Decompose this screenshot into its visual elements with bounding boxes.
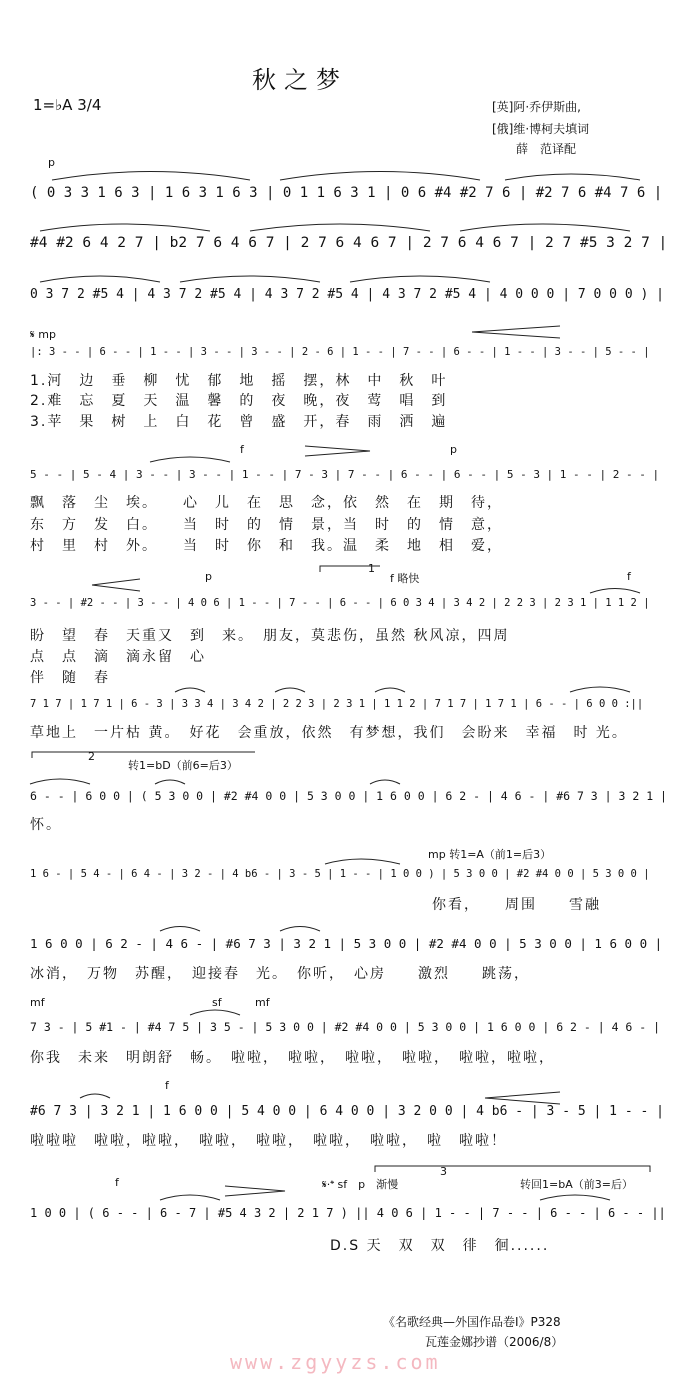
modulation-mark: mp 转1=A（前1=后3）: [428, 848, 552, 861]
dynamic-p: p: [205, 570, 212, 583]
watermark: www.zgyyzs.com: [230, 1350, 441, 1374]
lyric-line: 冰消， 万物 苏醒， 迎接春 光。 你听， 心房 激烈 跳荡，: [30, 966, 530, 982]
notation-line: 0 3 7 2 #5 4 | 4 3 7 2 #5 4 | 4 3 7 2 #5 4 | 4 3 7 2 #5 4 | 4 0 0 0 | 7 0 0 0 ) |: [30, 287, 664, 302]
notation-line: 7 3 - | 5 #1 - | #4 7 5 | 3 5 - | 5 3 0 0 | #2 #4 0 0 | 5 3 0 0 | 1 6 0 0 | 6 2 - | 4 6 - |: [30, 1020, 661, 1034]
lyric-line: 东 方 发 白。 当 时 的 情 景，当 时 的 情 意，: [30, 517, 503, 533]
notation-line: 1 6 0 0 | 6 2 - | 4 6 - | #6 7 3 | 3 2 1 | 5 3 0 0 | #2 #4 0 0 | 5 3 0 0 | 1 6 0 0 |: [30, 936, 663, 951]
lyric-line: 伴 随 春: [30, 670, 110, 686]
lyric-line: 点 点 滴 滴永留 心: [30, 649, 206, 665]
dynamic-mf: mf: [30, 996, 45, 1009]
lyric-line: 盼 望 春 天重又 到 来。 朋友，莫悲伤，虽然 秋风凉，四周: [30, 628, 510, 644]
notation-line: #4 #2 6 4 2 7 | b2 7 6 4 6 7 | 2 7 6 4 6 7 | 2 7 6 4 6 7 | 2 7 #5 3 2 7 |: [30, 235, 668, 251]
source-citation: 《名歌经典—外国作品卷Ⅰ》P328: [383, 1315, 561, 1329]
dynamic-p: p: [48, 156, 55, 169]
lyric-line: 你我 未来 明朗舒 畅。 啦啦， 啦啦， 啦啦， 啦啦， 啦啦，啦啦，: [30, 1050, 555, 1066]
volta-1: 1: [368, 562, 375, 575]
volta-3: 3: [440, 1165, 447, 1178]
lyric-line: 1.河 边 垂 柳 忧 郁 地 摇 摆，林 中 秋 叶: [30, 373, 448, 389]
song-title: 秋之梦: [252, 66, 348, 94]
modulation-mark: 转1=bD（前6=后3）: [128, 759, 238, 772]
dynamic-sf: sf: [212, 996, 222, 1009]
segno-mark: 𝄋 mp: [30, 328, 56, 341]
dynamic-f: f: [115, 1176, 119, 1189]
notation-line: 1 6 - | 5 4 - | 6 4 - | 3 2 - | 4 b6 - | 3 - 5 | 1 - - | 1 0 0 ) | 5 3 0 0 | #2 #4 0 0 | 5 3 0 0 |: [30, 868, 650, 880]
lyric-line: 村 里 村 外。 当 时 你 和 我。温 柔 地 相 爱，: [30, 538, 503, 554]
credit-lyricist: [俄]维·博柯夫填词: [492, 122, 590, 136]
notation-line: #6 7 3 | 3 2 1 | 1 6 0 0 | 5 4 0 0 | 6 4 0 0 | 3 2 0 0 | 4 b6 - | 3 - 5 | 1 - - |: [30, 1104, 664, 1119]
dynamic-f: f: [165, 1079, 169, 1092]
modulation-mark: 转回1=bA（前3=后）: [520, 1178, 633, 1191]
copyist-credit: 瓦莲金娜抄谱（2006/8）: [425, 1335, 564, 1349]
key-signature: 1=♭A 3/4: [33, 96, 102, 114]
lyric-line: 飘 落 尘 埃。 心 儿 在 思 念，依 然 在 期 待，: [30, 495, 503, 511]
dynamic-f: f: [627, 570, 631, 583]
lyric-line: 草地上 一片枯 黄。 好花 会重放，依然 有梦想，我们 会盼来 幸福 时 光。: [30, 725, 628, 741]
notation-line: 6 - - | 6 0 0 | ( 5 3 0 0 | #2 #4 0 0 | 5 3 0 0 | 1 6 0 0 | 6 2 - | 4 6 - | #6 7 3 | 3 2 1 |: [30, 789, 667, 803]
notation-line: ( 0 3 3 1 6 3 | 1 6 3 1 6 3 | 0 1 1 6 3 1 | 0 6 #4 #2 7 6 | #2 7 6 #4 7 6 |: [30, 185, 663, 201]
lyric-line: D.S 天 双 双 徘 徊......: [330, 1238, 550, 1254]
notation-line: |: 3 - - | 6 - - | 1 - - | 3 - - | 3 - - | 2 - 6 | 1 - - | 7 - - | 6 - - | 1 - - | 3 - - | 5 - - |: [30, 346, 650, 358]
lyric-line: 3.苹 果 树 上 白 花 曾 盛 开，春 雨 洒 遍: [30, 414, 448, 430]
lyric-line: 怀。: [30, 817, 62, 833]
notation-line: 3 - - | #2 - - | 3 - - | 4 0 6 | 1 - - | 7 - - | 6 - - | 6 0 3 4 | 3 4 2 | 2 2 3 | 2 3 1 | 1 1 2 |: [30, 597, 650, 609]
notation-line: 7 1 7 | 1 7 1 | 6 - 3 | 3 3 4 | 3 4 2 | 2 2 3 | 2 3 1 | 1 1 2 | 7 1 7 | 1 7 1 | 6 - - | 6 0 0 :||: [30, 698, 644, 710]
dynamic-p: p: [450, 443, 457, 456]
notation-line: 5 - - | 5 - 4 | 3 - - | 3 - - | 1 - - | 7 - 3 | 7 - - | 6 - - | 6 - - | 5 - 3 | 1 - - | 2 - - |: [30, 468, 660, 481]
volta-2: 2: [88, 750, 95, 763]
dynamic-f: f: [240, 443, 244, 456]
coda-mark: 𝄋·𝄌 sf p 渐慢: [322, 1178, 399, 1191]
tempo-mark: f 略快: [390, 572, 420, 585]
notation-line: 1 0 0 | ( 6 - - | 6 - 7 | #5 4 3 2 | 2 1 7 ) || 4 0 6 | 1 - - | 7 - - | 6 - - | 6 - - ||: [30, 1206, 666, 1220]
lyric-line: 啦啦啦 啦啦，啦啦， 啦啦， 啦啦， 啦啦， 啦啦， 啦 啦啦！: [30, 1133, 507, 1149]
credit-composer: [英]阿·乔伊斯曲,: [492, 100, 581, 114]
dynamic-mf: mf: [255, 996, 270, 1009]
lyric-line: 你看， 周围 雪融: [432, 897, 601, 913]
credit-translator: 薛 范译配: [516, 142, 577, 156]
lyric-line: 2.难 忘 夏 天 温 馨 的 夜 晚，夜 莺 唱 到: [30, 393, 448, 409]
